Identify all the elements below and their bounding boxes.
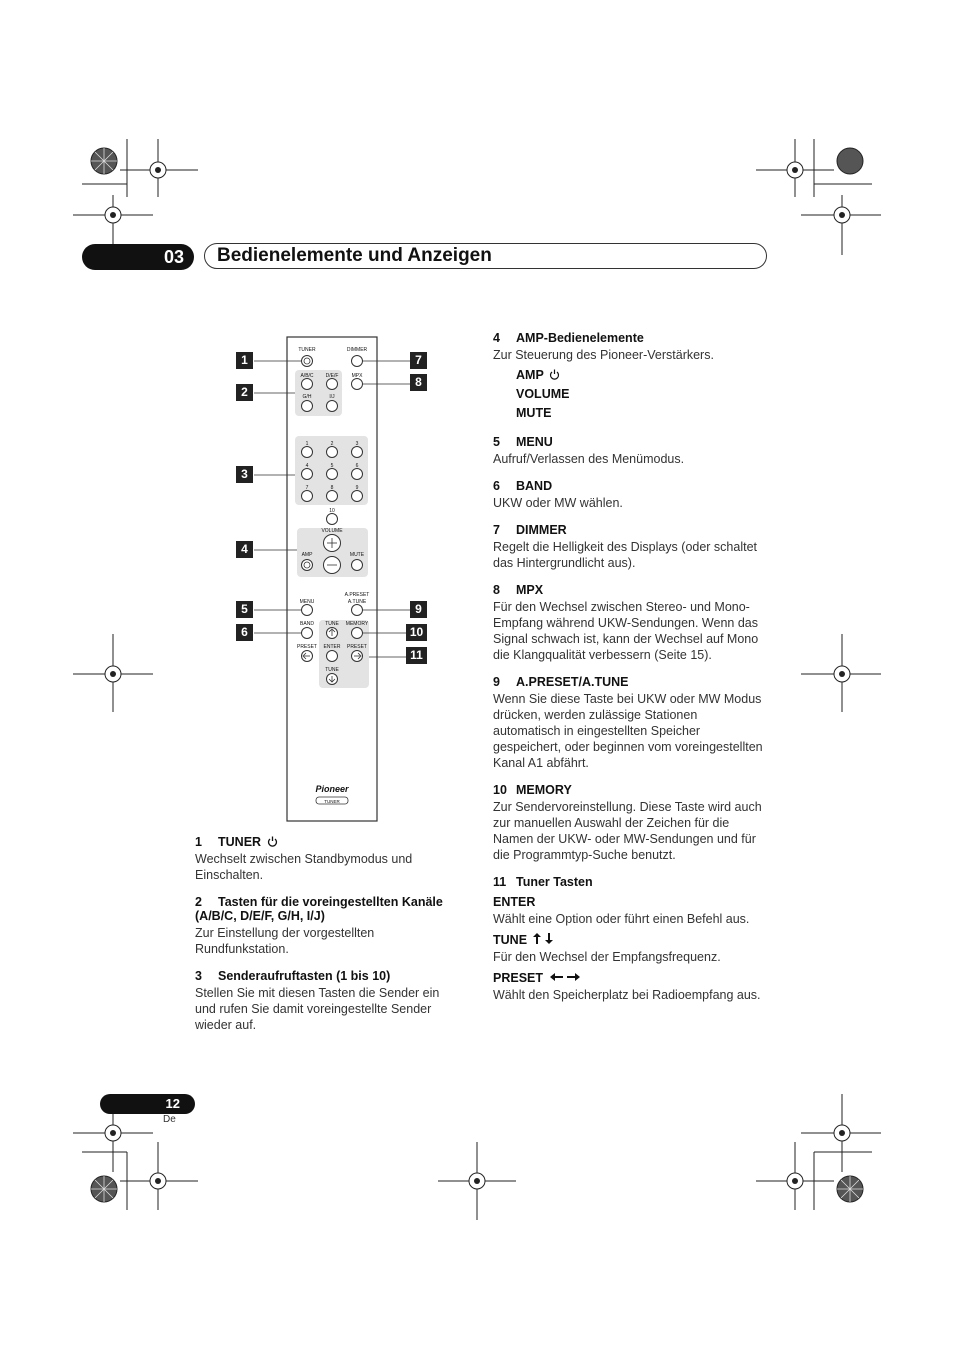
mpx-button: [352, 379, 363, 390]
enter-heading: ENTER: [493, 895, 536, 909]
page-number: 12: [100, 1094, 195, 1114]
callout-6: 6: [236, 624, 253, 641]
lbl-def: D/E/F: [325, 373, 339, 379]
model-label: TUNER: [324, 799, 340, 804]
menu-button: [302, 605, 313, 616]
lbl-atune: A.TUNE: [347, 599, 367, 605]
lbl-tune-up: TUNE: [325, 621, 339, 627]
memory-button: [352, 628, 363, 639]
tune-heading: TUNE: [493, 933, 768, 947]
language-code: De: [163, 1114, 176, 1125]
callout-10: 10: [406, 624, 427, 641]
power-icon: [549, 369, 560, 380]
lbl-preset-right: PRESET: [346, 644, 368, 650]
lbl-amp: AMP: [301, 552, 313, 558]
digit-6: 6: [355, 463, 359, 469]
section-6-text: UKW oder MW wählen.: [493, 496, 623, 510]
lbl-menu: MENU: [299, 599, 315, 605]
def-button: [327, 379, 338, 390]
section-3-text: Stellen Sie mit diesen Tasten die Sender ein und rufen Sie damit voreingestellte Sender wieder auf.: [195, 986, 440, 1032]
abc-button: [302, 379, 313, 390]
callout-7: 7: [410, 352, 427, 369]
power-icon: [267, 836, 278, 847]
digit-1: 1: [305, 441, 309, 447]
lbl-mute: MUTE: [349, 552, 365, 558]
digit-8: 8: [330, 485, 334, 491]
section-11-heading: 11 Tuner Tasten: [493, 875, 593, 889]
digit-5: 5: [330, 463, 334, 469]
lbl-enter: ENTER: [323, 644, 341, 650]
lbl-mpx: MPX: [351, 373, 363, 379]
section-5-heading: 5 MENU: [493, 435, 553, 449]
digit-10: 10: [329, 508, 335, 514]
lbl-gh: G/H: [302, 394, 312, 400]
section-7-text: Regelt die Helligkeit des Displays (oder schaltet das Hintergrundlicht aus).: [493, 540, 758, 570]
lbl-tuner: TUNER: [298, 347, 316, 353]
right-column: [493, 331, 768, 1003]
gh-button: [302, 401, 313, 412]
dimmer-button: [352, 356, 363, 367]
section-8-heading: 8 MPX: [493, 583, 544, 597]
preset-heading: PRESET: [493, 971, 768, 985]
section-5-text: Aufruf/Verlassen des Menümodus.: [493, 452, 685, 466]
callout-4: 4: [236, 541, 253, 558]
section-9-text: Wenn Sie diese Taste bei UKW oder MW Modus drücken, werden zulässige Stationen automatisch in eingestellten Speicher gespeichert, oder beginnen vom voreingestellten Kanal A1 abfährt.: [493, 692, 763, 770]
section-4-text: Zur Steuerung des Pioneer-Verstärkers.: [493, 348, 714, 362]
digit-3: 3: [355, 441, 359, 447]
enter-text: Wählt eine Option oder führt einen Befehl aus.: [493, 912, 750, 926]
band-button: [302, 628, 313, 639]
mute-button: [352, 560, 363, 571]
lbl-tune-down: TUNE: [325, 667, 339, 673]
section-10-text: Zur Sendervoreinstellung. Diese Taste wird auch zur manuellen Auswahl der Zeichen für die Namen der UKW- oder MW-Sendungen und für die Programmtyp-Suche benutzt.: [493, 800, 762, 862]
section-4-heading: 4 AMP-Bedienelemente: [493, 331, 644, 345]
remote-illustration: [230, 330, 440, 830]
callout-9: 9: [410, 601, 427, 618]
callout-1: 1: [236, 352, 253, 369]
section-2-heading: 2 Tasten für die voreingestellten Kanäle (A/B/C, D/E/F, G/H, I/J): [195, 895, 443, 923]
lbl-abc: A/B/C: [300, 373, 314, 379]
lbl-dimmer: DIMMER: [346, 347, 368, 353]
tuner-power-button: [302, 356, 313, 367]
brand-logo: Pioneer: [315, 784, 349, 794]
amp-item: AMP: [493, 366, 768, 385]
callout-2: 2: [236, 384, 253, 401]
lbl-ij: I/J: [329, 394, 335, 400]
digit-9: 9: [355, 485, 359, 491]
section-3-heading: 3 Senderaufruftasten (1 bis 10): [195, 969, 391, 983]
section-8-text: Für den Wechsel zwischen Stereo- und Mono-Empfang während UKW-Sendungen. Wenn das Signal schwach ist, kann der Wechsel auf Mono die Klangqualität verbessern (Seite 15).: [493, 600, 759, 662]
amp-power-button: [302, 560, 313, 571]
section-9-heading: 9 A.PRESET/A.TUNE: [493, 675, 629, 689]
callout-3: 3: [236, 466, 253, 483]
lbl-memory: MEMORY: [345, 621, 369, 627]
preset-arrows-icon: [550, 971, 582, 983]
section-2-text: Zur Einstellung der vorgestellten Rundfunkstation.: [195, 926, 375, 956]
section-1-heading: 1 TUNER: [195, 835, 460, 849]
volume-item: VOLUME: [516, 387, 570, 401]
section-7-heading: 7 DIMMER: [493, 523, 567, 537]
chapter-title: Bedienelemente und Anzeigen: [204, 243, 767, 269]
section-6-heading: 6 BAND: [493, 479, 553, 493]
lbl-volume: VOLUME: [321, 528, 343, 534]
enter-button: [327, 651, 338, 662]
left-column: [195, 835, 460, 1033]
callout-5: 5: [236, 601, 253, 618]
mute-item: MUTE: [516, 406, 552, 420]
section-10-heading: 10 MEMORY: [493, 783, 572, 797]
callout-11: 11: [406, 647, 427, 664]
lbl-band: BAND: [300, 621, 314, 627]
digit-2: 2: [330, 441, 334, 447]
preset-text: Wählt den Speicherplatz bei Radioempfang aus.: [493, 988, 761, 1002]
chapter-number: 03: [82, 244, 194, 270]
section-1-text: Wechselt zwischen Standbymodus und Einschalten.: [195, 852, 413, 882]
apreset-button: [352, 605, 363, 616]
lbl-apreset: A.PRESET: [344, 592, 370, 598]
ij-button: [327, 401, 338, 412]
digit-7: 7: [305, 485, 309, 491]
tune-text: Für den Wechsel der Empfangsfrequenz.: [493, 950, 721, 964]
tune-arrows-icon: [531, 933, 555, 945]
digit-4: 4: [305, 463, 309, 469]
callout-8: 8: [410, 374, 427, 391]
lbl-preset-left: PRESET: [296, 644, 318, 650]
